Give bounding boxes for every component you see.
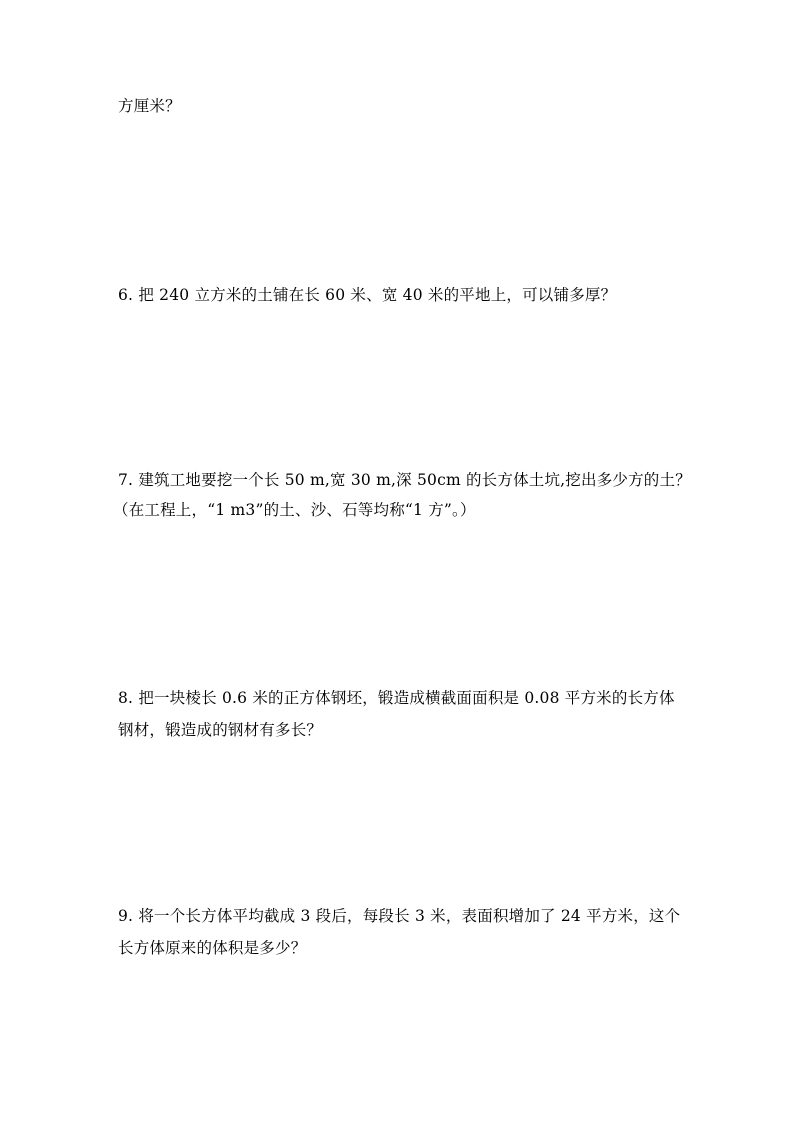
problem-7-text-line-2: （在工程上，“1 m3”的土、沙、石等均称“1 方”。） [113,501,476,519]
problem-9-text-line-1: 9. 将一个长方体平均截成 3 段后，每段长 3 米，表面积增加了 24 平方米，这个 [118,907,681,925]
problem-9-text-line-2: 长方体原来的体积是多少？ [118,939,307,957]
continuation-text: 方厘米？ [118,97,181,115]
problem-7-text-line-1: 7. 建筑工地要挖一个长 50 m,宽 30 m,深 50cm 的长方体土坑,挖出多少方的土？ [118,471,691,489]
problem-6-text: 6. 把 240 立方米的土铺在长 60 米、宽 40 米的平地上，可以铺多厚？ [118,286,617,304]
problem-8-text-line-1: 8. 把一块棱长 0.6 米的正方体钢坯，锻造成横截面面积是 0.08 平方米的长方体 [118,689,675,707]
problem-8-text-line-2: 钢材，锻造成的钢材有多长？ [118,721,323,739]
